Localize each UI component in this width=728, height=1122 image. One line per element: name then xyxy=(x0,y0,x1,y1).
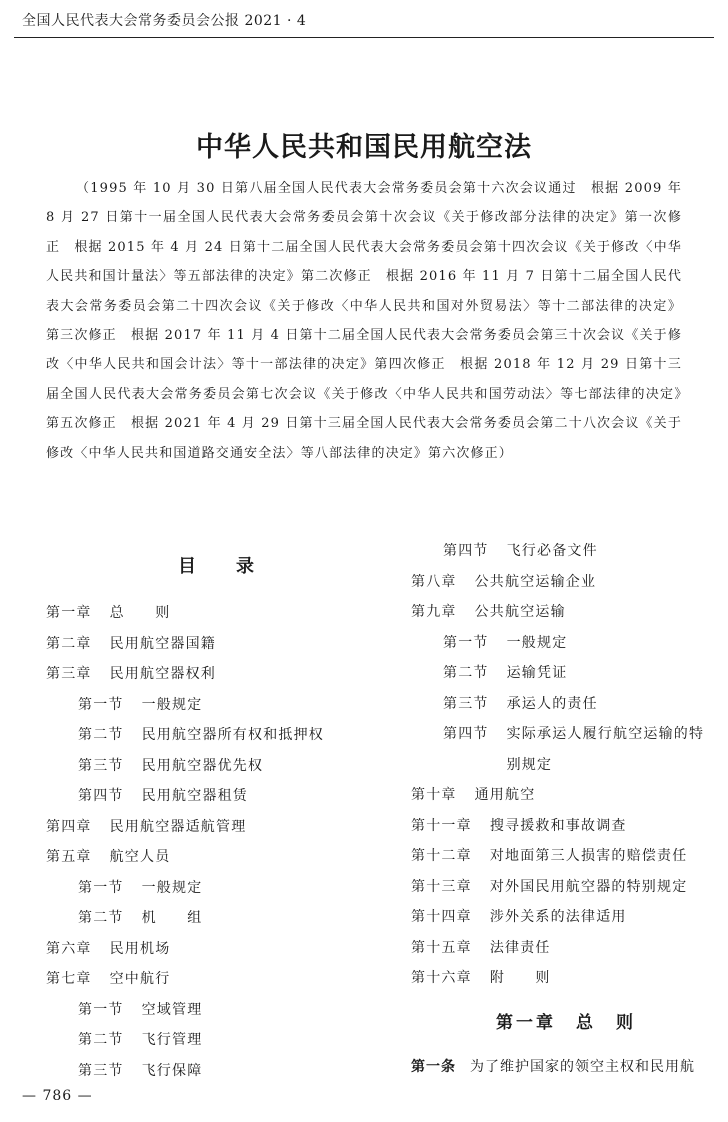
toc-item-title: 法律责任 xyxy=(489,939,551,956)
toc-item-number: 第八章 xyxy=(411,573,457,590)
toc-item-number: 第十章 xyxy=(411,787,457,803)
toc-item-title: 民用航空器所有权和抵押权 xyxy=(141,727,325,743)
running-header: 全国人民代表大会常务委员会公报 2021 · 4 xyxy=(22,13,307,29)
header-rule xyxy=(14,37,714,38)
toc-item-title: 公共航空运输 xyxy=(474,604,566,620)
toc-item-title: 民用航空器国籍 xyxy=(109,635,217,652)
toc-item-number: 第十六章 xyxy=(411,970,472,986)
toc-item-number: 第十一章 xyxy=(411,817,472,834)
article-paragraph xyxy=(411,1052,721,1082)
toc-item xyxy=(411,902,721,933)
toc-item xyxy=(411,689,721,720)
toc-item xyxy=(46,995,386,1026)
toc-item-number: 第二节 xyxy=(78,910,124,926)
toc-item xyxy=(46,812,386,843)
toc-item-number: 第三节 xyxy=(443,695,489,712)
toc-item xyxy=(46,598,386,629)
toc-item-title: 实际承运人履行航空运输的特别规定 xyxy=(506,726,705,773)
legislative-history-preamble: （1995 年 10 月 30 日第八届全国人民代表大会常务委员会第十六次会议通过 根据 2009 年 8 月 27 日第十一届全国人民代表大会常务委员会第十次会议《关于修改部分法律的决定》第一次修正 根据 2015 年 4 月 24 日第十二届全国人民代表大会常务委员会第十四次会议《关于修改〈中华人民共和国计量法〉等五部法律的决定》第二次修正 根据 2016 年 11 月 7 日第十二届全国人民代表大会常务委员会第二十四次会议《关于修改〈中华人民共和国对外贸易法〉等十二部法律的决定》第三次修正 根据 2017 年 11 月 4 日第十二届全国人民代表大会常务委员会第三十次会议《关于修改〈中华人民共和国会计法〉等十一部法律的决定》第四次修正 根据 2018 年 12 月 29 日第十三届全国人民代表大会常务委员会第七次会议《关于修改〈中华人民共和国劳动法〉等七部法律的决定》第五次修正 根据 2021 年 4 月 29 日第十三届全国人民代表大会常务委员会第二十八次会议《关于修改〈中华人民共和国道路交通安全法〉等八部法律的决定》第六次修正） xyxy=(46,181,682,461)
toc-item xyxy=(411,628,721,659)
toc-item-title: 公共航空运输企业 xyxy=(474,573,597,590)
toc-item xyxy=(411,719,711,780)
toc-item-title: 民用航空器优先权 xyxy=(141,757,264,774)
toc-item-number: 第一节 xyxy=(78,879,124,896)
toc-item xyxy=(46,934,386,965)
toc-item-number: 第六章 xyxy=(46,940,92,957)
toc-item-number: 第二章 xyxy=(46,635,92,652)
toc-item-title: 一般规定 xyxy=(141,696,203,713)
toc-item xyxy=(46,873,386,904)
toc-item xyxy=(46,659,386,690)
toc-item-number: 第七章 xyxy=(46,971,92,987)
toc-item-title: 附 则 xyxy=(489,970,551,986)
chapter-number: 第一章 xyxy=(496,1012,556,1033)
toc-item xyxy=(411,597,721,628)
toc-item-number: 第一节 xyxy=(443,634,489,651)
toc-item-title: 一般规定 xyxy=(506,634,568,651)
toc-item-title: 一般规定 xyxy=(141,879,203,896)
toc-item xyxy=(46,690,386,721)
toc-item-number: 第十二章 xyxy=(411,848,472,864)
toc-item xyxy=(411,872,721,903)
toc-item xyxy=(46,1025,386,1056)
toc-heading: 目录 xyxy=(178,556,294,577)
toc-item-title: 民用机场 xyxy=(109,940,171,957)
toc-item-number: 第一节 xyxy=(78,696,124,713)
toc-item-title: 机 组 xyxy=(141,910,203,926)
toc-item xyxy=(46,964,386,995)
toc-item-title: 民用航空器租赁 xyxy=(141,788,249,804)
toc-item-number: 第十四章 xyxy=(411,909,472,925)
article-number: 第一条 xyxy=(411,1058,456,1075)
toc-item-number: 第二节 xyxy=(78,1032,124,1048)
toc-item-title: 民用航空器权利 xyxy=(109,666,217,682)
article-text: 为了维护国家的领空主权和民用航 xyxy=(470,1058,695,1075)
toc-left-column xyxy=(46,550,386,1086)
toc-item xyxy=(46,781,386,812)
toc-item-number: 第四节 xyxy=(443,726,489,742)
toc-item-number: 第一节 xyxy=(78,1001,124,1018)
toc-item xyxy=(46,751,386,782)
toc-item-number: 第一章 xyxy=(46,605,92,621)
toc-item xyxy=(411,780,721,811)
toc-item xyxy=(411,658,721,689)
toc-item-number: 第四节 xyxy=(78,788,124,804)
toc-item-number: 第二节 xyxy=(443,665,489,681)
toc-item xyxy=(411,811,721,842)
chapter-heading xyxy=(411,1006,721,1040)
toc-item-number: 第三节 xyxy=(78,1062,124,1079)
toc-item-title: 对地面第三人损害的赔偿责任 xyxy=(489,848,688,864)
toc-item-number: 第四节 xyxy=(443,543,489,559)
toc-right-column xyxy=(411,536,721,1082)
toc-item-title: 对外国民用航空器的特别规定 xyxy=(489,878,688,895)
toc-item-title: 飞行管理 xyxy=(141,1032,203,1048)
toc-item xyxy=(46,720,386,751)
toc-item-title: 承运人的责任 xyxy=(506,695,598,712)
page-number: — 786 — xyxy=(22,1088,93,1104)
toc-item xyxy=(411,536,721,567)
toc-item xyxy=(411,841,721,872)
toc-item xyxy=(46,903,386,934)
toc-item xyxy=(411,567,721,598)
toc-item-title: 空中航行 xyxy=(109,971,171,987)
toc-item-title: 搜寻援救和事故调查 xyxy=(489,817,627,834)
toc-item-number: 第四章 xyxy=(46,818,92,835)
toc-item-number: 第十三章 xyxy=(411,878,472,895)
toc-item-title: 通用航空 xyxy=(474,787,536,803)
document-title: 中华人民共和国民用航空法 xyxy=(196,132,532,164)
toc-item xyxy=(411,933,721,964)
toc-item xyxy=(411,963,721,994)
toc-item xyxy=(46,629,386,660)
toc-item-number: 第五章 xyxy=(46,849,92,865)
toc-item-number: 第三节 xyxy=(78,757,124,774)
toc-item-number: 第十五章 xyxy=(411,939,472,956)
toc-item-number: 第九章 xyxy=(411,604,457,620)
chapter-title: 总 则 xyxy=(576,1012,636,1033)
toc-item-title: 涉外关系的法律适用 xyxy=(489,909,627,925)
toc-item-title: 总 则 xyxy=(109,605,171,621)
toc-item-title: 运输凭证 xyxy=(506,665,568,681)
toc-item-title: 飞行必备文件 xyxy=(506,543,598,559)
toc-item-title: 空域管理 xyxy=(141,1001,203,1018)
toc-item-title: 飞行保障 xyxy=(141,1062,203,1079)
toc-item-number: 第二节 xyxy=(78,727,124,743)
toc-item xyxy=(46,842,386,873)
toc-item-title: 航空人员 xyxy=(109,849,171,865)
toc-item-number: 第三章 xyxy=(46,666,92,682)
toc-item xyxy=(46,1056,386,1087)
toc-item-title: 民用航空器适航管理 xyxy=(109,818,247,835)
